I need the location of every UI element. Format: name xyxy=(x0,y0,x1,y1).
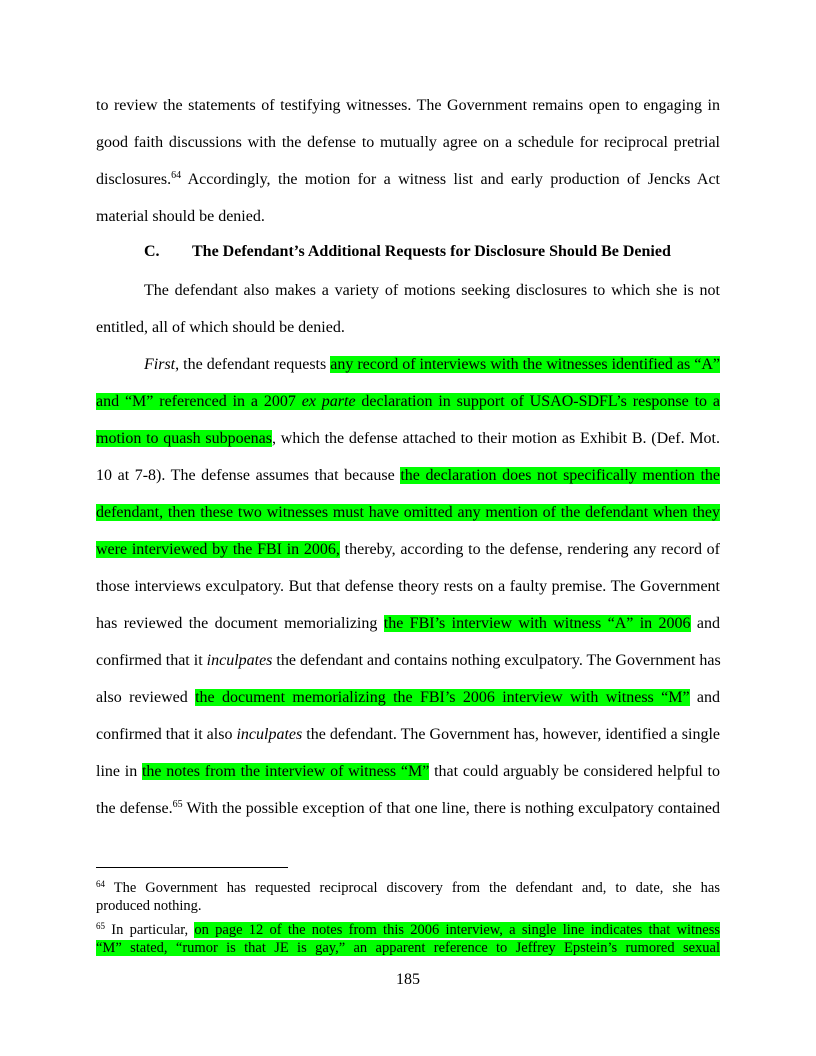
text-run: Accordingly, the motion for a witness list and early production of Jencks Act xyxy=(181,171,720,188)
body-line-14 xyxy=(96,614,720,634)
footnote-64-line-1 xyxy=(96,880,720,897)
highlighted-text: motion to quash subpoenas xyxy=(96,430,273,447)
text-run: , which the defense attached to their motion as Exhibit B. (Def. Mot. xyxy=(272,430,721,447)
body-line-1 xyxy=(96,96,720,116)
highlighted-text xyxy=(96,393,720,410)
text-run: the defense. xyxy=(96,800,173,817)
footnote-65-line-2 xyxy=(96,940,720,957)
text-run: the defendant and contains nothing exculpatory. The Government has xyxy=(272,652,721,669)
text-run: confirmed that it also xyxy=(96,726,237,743)
highlighted-text: the FBI’s interview with witness “A” in 2006 xyxy=(383,615,691,632)
text-run: The defendant also makes a variety of motions seeking disclosures to which she is not xyxy=(144,282,720,299)
text-run: disclosures. xyxy=(96,171,172,188)
text-run: thereby, according to the defense, rendering any record of xyxy=(339,541,721,558)
text-run: and xyxy=(690,615,721,632)
footnote-ref-64: 64 xyxy=(171,170,182,181)
text-run: produced nothing. xyxy=(96,898,202,914)
highlighted-text: any record of interviews with the witnesses identified as “A” xyxy=(330,356,720,373)
body-line-19 xyxy=(96,799,720,819)
footnote-separator xyxy=(96,867,288,868)
footnote-ref-65: 65 xyxy=(172,799,183,810)
text-run: In particular, xyxy=(105,922,195,938)
italic-inculpates: inculpates xyxy=(206,652,273,669)
footnote-64-line-2 xyxy=(96,898,720,915)
highlighted-text: the notes from the interview of witness “M” xyxy=(141,763,430,780)
text-run: confirmed that it xyxy=(96,652,207,669)
text-run: , the defendant requests xyxy=(175,356,331,373)
body-line-12 xyxy=(96,540,720,560)
text-run: entitled, all of which should be denied. xyxy=(96,319,345,336)
footnote-65-line-1 xyxy=(96,922,720,939)
highlighted-text: the document memorializing the FBI’s 2006 interview with witness “M” xyxy=(195,689,690,706)
section-label: C. xyxy=(144,243,160,260)
text-run: material should be denied. xyxy=(96,208,265,225)
body-line-16 xyxy=(96,688,720,708)
italic-ex-parte: ex parte xyxy=(301,393,356,410)
highlighted-text: defendant, then these two witnesses must have omitted any mention of the defendant when they xyxy=(96,504,720,521)
highlighted-text: “M” stated, “rumor is that JE is gay,” an apparent reference to Jeffrey Epstein’s rumored sexual xyxy=(96,940,720,956)
highlighted-text: on page 12 of the notes from this 2006 interview, a single line indicates that witness xyxy=(194,922,720,938)
section-heading xyxy=(144,242,671,262)
body-line-5 xyxy=(144,281,720,301)
text-run: line in xyxy=(96,763,142,780)
text-run: 10 at 7-8). The defense assumes that because xyxy=(96,467,401,484)
footnote-number-65: 65 xyxy=(96,921,105,931)
body-line-10 xyxy=(96,466,720,486)
text-run: and xyxy=(689,689,720,706)
text-run: those interviews exculpatory. But that defense theory rests on a faulty premise. The Government xyxy=(96,578,720,595)
text-run: has reviewed the document memorializing xyxy=(96,615,384,632)
text-run: to review the statements of testifying witnesses. The Government remains open to engaging in xyxy=(96,97,720,114)
highlighted-text: were interviewed by the FBI in 2006, xyxy=(96,541,340,558)
body-line-11 xyxy=(96,503,720,523)
body-line-17 xyxy=(96,725,720,745)
text-run: The Government has requested reciprocal discovery from the defendant and, to date, she has xyxy=(105,880,720,896)
body-line-9 xyxy=(96,429,720,449)
footnote-number-64: 64 xyxy=(96,879,105,889)
text-run: also reviewed xyxy=(96,689,196,706)
body-line-4 xyxy=(96,207,720,227)
body-line-3 xyxy=(96,170,720,190)
text-run: good faith discussions with the defense to mutually agree on a schedule for reciprocal pretrial xyxy=(96,134,720,151)
body-line-7 xyxy=(144,355,720,375)
text-run: With the possible exception of that one line, there is nothing exculpatory contained xyxy=(182,800,721,817)
body-line-15 xyxy=(96,651,720,671)
text-run: declaration in support of USAO-SDFL’s response to a xyxy=(355,393,721,410)
text-run: the defendant. The Government has, however, identified a single xyxy=(302,726,721,743)
body-line-8 xyxy=(96,392,720,412)
italic-inculpates: inculpates xyxy=(236,726,303,743)
text-run: and “M” referenced in a 2007 xyxy=(96,393,302,410)
italic-first: First xyxy=(144,356,176,373)
text-run: that could arguably be considered helpful to xyxy=(429,763,720,780)
body-line-6 xyxy=(96,318,720,338)
body-line-2 xyxy=(96,133,720,153)
body-line-18 xyxy=(96,762,720,782)
highlighted-text: the declaration does not specifically mention the xyxy=(400,467,720,484)
section-title: The Defendant’s Additional Requests for Disclosure Should Be Denied xyxy=(192,243,671,260)
page-number: 185 xyxy=(396,971,420,988)
body-line-13 xyxy=(96,577,720,597)
